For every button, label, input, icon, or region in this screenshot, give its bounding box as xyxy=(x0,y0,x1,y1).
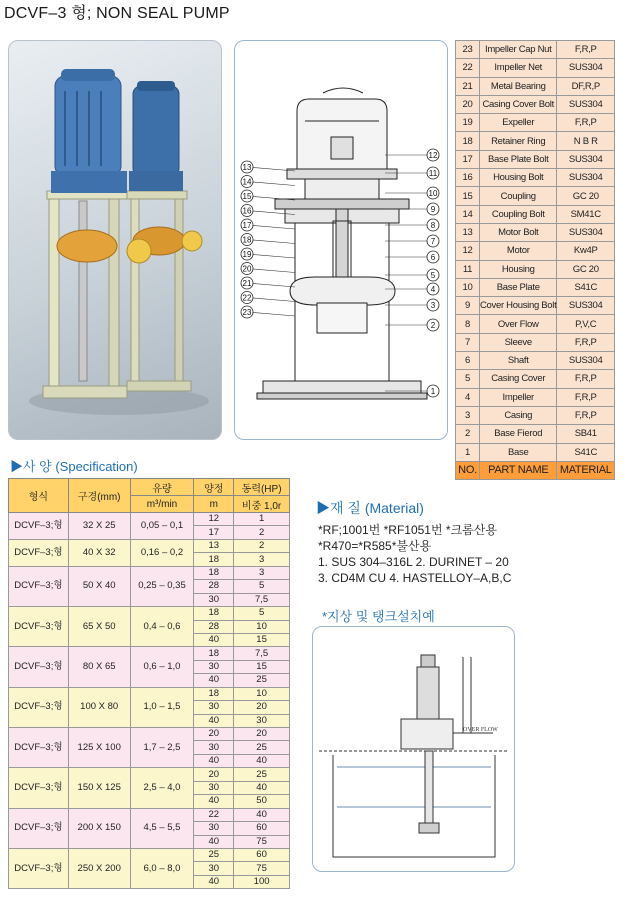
spec-power-cell: 25 xyxy=(234,674,290,687)
spec-power-cell: 10 xyxy=(234,687,290,700)
parts-row xyxy=(456,315,615,333)
spec-power-cell: 2 xyxy=(234,526,290,539)
spec-model-cell: DCVF–3;형 xyxy=(9,848,69,888)
parts-name-cell: Housing Bolt xyxy=(480,169,557,187)
parts-no-cell: 13 xyxy=(456,223,480,241)
spec-flow-cell: 0,25 – 0,35 xyxy=(130,566,194,606)
spec-model-cell: DCVF–3;형 xyxy=(9,607,69,647)
parts-material-cell: GC 20 xyxy=(557,187,615,205)
parts-no-cell: 14 xyxy=(456,205,480,223)
parts-name-cell: Base Plate xyxy=(480,278,557,296)
spec-bore-cell: 200 X 150 xyxy=(68,808,130,848)
spec-header-head-unit: m xyxy=(194,496,234,513)
parts-row xyxy=(456,41,615,59)
spec-model-cell: DCVF–3;형 xyxy=(9,768,69,808)
callout-number: 20 xyxy=(242,264,252,274)
parts-material-cell: F,R,P xyxy=(557,388,615,406)
parts-row xyxy=(456,297,615,315)
spec-model-cell: DCVF–3;형 xyxy=(9,687,69,727)
spec-head-cell: 40 xyxy=(194,835,234,848)
parts-material-cell: SB41 xyxy=(557,425,615,443)
parts-name-cell: Metal Bearing xyxy=(480,77,557,95)
spec-head-cell: 30 xyxy=(194,822,234,835)
callout-number: 10 xyxy=(428,189,438,198)
callout-number: 17 xyxy=(242,221,252,230)
spec-table xyxy=(8,478,290,889)
parts-name-cell: Motor Bolt xyxy=(480,223,557,241)
parts-row xyxy=(456,114,615,132)
parts-table xyxy=(455,40,615,480)
spec-model-cell: DCVF–3;형 xyxy=(9,647,69,687)
parts-row xyxy=(456,260,615,278)
callout-number: 18 xyxy=(242,235,252,245)
parts-material-cell: S41C xyxy=(557,278,615,296)
spec-row xyxy=(9,728,290,741)
parts-row xyxy=(456,205,615,223)
parts-name-cell: Base xyxy=(480,443,557,461)
spec-head-cell: 18 xyxy=(194,607,234,620)
parts-name-cell: Shaft xyxy=(480,352,557,370)
parts-material-cell: N B R xyxy=(557,132,615,150)
spec-power-cell: 15 xyxy=(234,633,290,646)
spec-head-cell: 18 xyxy=(194,687,234,700)
spec-header-head: 양정 xyxy=(194,479,234,496)
parts-row xyxy=(456,443,615,461)
spec-power-cell: 40 xyxy=(234,781,290,794)
spec-model-cell: DCVF–3;형 xyxy=(9,808,69,848)
callout-number: 19 xyxy=(242,250,252,259)
parts-material-cell: S41C xyxy=(557,443,615,461)
parts-name-cell: Casing Cover xyxy=(480,370,557,388)
callout-leader xyxy=(247,298,295,302)
spec-head-cell: 30 xyxy=(194,593,234,606)
callout-leader xyxy=(247,283,295,287)
parts-no-cell: 5 xyxy=(456,370,480,388)
callout-leader xyxy=(247,196,295,200)
callout-leader xyxy=(247,254,295,258)
callout-leader xyxy=(247,225,295,229)
spec-model-cell: DCVF–3;형 xyxy=(9,566,69,606)
parts-no-cell: 6 xyxy=(456,352,480,370)
parts-no-cell: 11 xyxy=(456,260,480,278)
parts-name-cell: Impeller Net xyxy=(480,59,557,77)
material-line: 3. CD4M CU 4. HASTELLOY–A,B,C xyxy=(318,571,512,585)
parts-row xyxy=(456,95,615,113)
spec-head-cell: 17 xyxy=(194,526,234,539)
spec-row xyxy=(9,647,290,660)
page-title: DCVF–3 형; NON SEAL PUMP xyxy=(4,5,230,22)
spec-flow-cell: 0,4 – 0,6 xyxy=(130,607,194,647)
spec-head-cell: 18 xyxy=(194,647,234,660)
parts-material-cell: DF,R,P xyxy=(557,77,615,95)
material-line: *RF;1001번 *RF1051번 *크롬산용 xyxy=(318,523,497,537)
spec-power-cell: 50 xyxy=(234,795,290,808)
spec-head-cell: 28 xyxy=(194,580,234,593)
spec-head-cell: 18 xyxy=(194,553,234,566)
parts-row xyxy=(456,333,615,351)
spec-head-cell: 40 xyxy=(194,714,234,727)
parts-no-cell: 15 xyxy=(456,187,480,205)
parts-header-name: PART NAME xyxy=(480,461,557,479)
spec-head-cell: 20 xyxy=(194,728,234,741)
parts-no-cell: 4 xyxy=(456,388,480,406)
parts-row xyxy=(456,150,615,168)
spec-bore-cell: 150 X 125 xyxy=(68,768,130,808)
callout-number: 6 xyxy=(430,253,436,262)
spec-bore-cell: 32 X 25 xyxy=(68,513,130,540)
spec-flow-cell: 0,6 – 1,0 xyxy=(130,647,194,687)
spec-power-cell: 25 xyxy=(234,768,290,781)
parts-row xyxy=(456,370,615,388)
parts-material-cell: SUS304 xyxy=(557,223,615,241)
callout-leader xyxy=(247,269,295,273)
parts-row xyxy=(456,406,615,424)
spec-power-cell: 60 xyxy=(234,822,290,835)
spec-head-cell: 12 xyxy=(194,513,234,526)
spec-power-cell: 40 xyxy=(234,754,290,767)
parts-material-cell: GC 20 xyxy=(557,260,615,278)
parts-material-cell: P,V,C xyxy=(557,315,615,333)
parts-row xyxy=(456,278,615,296)
spec-power-cell: 5 xyxy=(234,607,290,620)
spec-head-cell: 18 xyxy=(194,566,234,579)
parts-name-cell: Casing xyxy=(480,406,557,424)
spec-header-power-unit: 비중 1,0r xyxy=(234,496,290,513)
spec-flow-cell: 0,16 – 0,2 xyxy=(130,539,194,566)
spec-bore-cell: 125 X 100 xyxy=(68,728,130,768)
parts-material-cell: F,R,P xyxy=(557,370,615,388)
parts-name-cell: Housing xyxy=(480,260,557,278)
parts-name-cell: Coupling Bolt xyxy=(480,205,557,223)
spec-row xyxy=(9,768,290,781)
spec-power-cell: 7,5 xyxy=(234,593,290,606)
parts-no-cell: 2 xyxy=(456,425,480,443)
spec-bore-cell: 50 X 40 xyxy=(68,566,130,606)
callout-leader xyxy=(247,182,295,186)
parts-no-cell: 1 xyxy=(456,443,480,461)
callout-number: 11 xyxy=(428,169,438,178)
overflow-label: OVER FLOW xyxy=(463,727,498,733)
spec-head-cell: 30 xyxy=(194,862,234,875)
parts-row xyxy=(456,425,615,443)
parts-material-cell: F,R,P xyxy=(557,41,615,59)
parts-material-cell: Kw4P xyxy=(557,242,615,260)
parts-no-cell: 7 xyxy=(456,333,480,351)
parts-no-cell: 8 xyxy=(456,315,480,333)
parts-name-cell: Retainer Ring xyxy=(480,132,557,150)
callout-number: 14 xyxy=(242,177,252,187)
parts-no-cell: 21 xyxy=(456,77,480,95)
callout-number: 15 xyxy=(242,192,252,201)
spec-head-cell: 40 xyxy=(194,674,234,687)
parts-material-cell: SUS304 xyxy=(557,95,615,113)
material-title: ▶재 질 (Material) xyxy=(316,500,424,516)
parts-no-cell: 9 xyxy=(456,297,480,315)
parts-name-cell: Over Flow xyxy=(480,315,557,333)
spec-power-cell: 3 xyxy=(234,553,290,566)
callout-number: 9 xyxy=(430,205,436,214)
spec-head-cell: 30 xyxy=(194,741,234,754)
callout-leader xyxy=(247,240,295,244)
spec-head-cell: 20 xyxy=(194,768,234,781)
parts-name-cell: Base Plate Bolt xyxy=(480,150,557,168)
callout-number: 5 xyxy=(430,271,436,280)
callout-number: 21 xyxy=(242,279,252,288)
parts-material-cell: SUS304 xyxy=(557,169,615,187)
installation-diagram xyxy=(312,626,515,872)
spec-power-cell: 2 xyxy=(234,539,290,552)
spec-flow-cell: 4,5 – 5,5 xyxy=(130,808,194,848)
spec-head-cell: 30 xyxy=(194,781,234,794)
spec-header-bore: 구경(mm) xyxy=(68,479,130,513)
spec-flow-cell: 1,7 – 2,5 xyxy=(130,728,194,768)
spec-row xyxy=(9,539,290,552)
spec-model-cell: DCVF–3;형 xyxy=(9,513,69,540)
parts-row xyxy=(456,169,615,187)
parts-name-cell: Impeller xyxy=(480,388,557,406)
installation-svg xyxy=(313,627,516,873)
parts-name-cell: Expeller xyxy=(480,114,557,132)
spec-header-power: 동력(HP) xyxy=(234,479,290,496)
spec-header-flow: 유량 xyxy=(130,479,194,496)
parts-no-cell: 16 xyxy=(456,169,480,187)
pump-photo xyxy=(8,40,222,440)
parts-row xyxy=(456,77,615,95)
callout-number: 8 xyxy=(430,221,436,230)
spec-row xyxy=(9,848,290,861)
spec-power-cell: 60 xyxy=(234,848,290,861)
callout-number: 12 xyxy=(428,151,438,160)
spec-header-flow-unit: m³/min xyxy=(130,496,194,513)
parts-row xyxy=(456,352,615,370)
parts-name-cell: Cover Housing Bolt xyxy=(480,297,557,315)
parts-name-cell: Sleeve xyxy=(480,333,557,351)
spec-row xyxy=(9,687,290,700)
spec-model-cell: DCVF–3;형 xyxy=(9,539,69,566)
parts-material-cell: SM41C xyxy=(557,205,615,223)
spec-bore-cell: 250 X 200 xyxy=(68,848,130,888)
parts-name-cell: Coupling xyxy=(480,187,557,205)
spec-header-model: 형식 xyxy=(9,479,69,513)
parts-row xyxy=(456,59,615,77)
parts-header-material: MATERIAL xyxy=(557,461,615,479)
material-line: 1. SUS 304–316L 2. DURINET – 20 xyxy=(318,555,509,569)
parts-no-cell: 23 xyxy=(456,41,480,59)
parts-no-cell: 20 xyxy=(456,95,480,113)
callout-number: 16 xyxy=(242,206,252,216)
spec-flow-cell: 2,5 – 4,0 xyxy=(130,768,194,808)
spec-power-cell: 1 xyxy=(234,513,290,526)
parts-no-cell: 12 xyxy=(456,242,480,260)
spec-flow-cell: 1,0 – 1,5 xyxy=(130,687,194,727)
spec-head-cell: 28 xyxy=(194,620,234,633)
spec-head-cell: 40 xyxy=(194,754,234,767)
callout-leader xyxy=(247,312,295,316)
callout-number: 4 xyxy=(430,285,436,294)
spec-head-cell: 22 xyxy=(194,808,234,821)
parts-material-cell: SUS304 xyxy=(557,150,615,168)
spec-head-cell: 40 xyxy=(194,633,234,646)
spec-head-cell: 40 xyxy=(194,795,234,808)
spec-power-cell: 40 xyxy=(234,808,290,821)
install-title: *지상 및 탱크설치예 xyxy=(322,609,435,624)
material-list xyxy=(318,522,511,586)
parts-material-cell: F,R,P xyxy=(557,114,615,132)
parts-name-cell: Base Fierod xyxy=(480,425,557,443)
spec-head-cell: 40 xyxy=(194,875,234,888)
spec-power-cell: 10 xyxy=(234,620,290,633)
parts-material-cell: F,R,P xyxy=(557,333,615,351)
parts-row xyxy=(456,132,615,150)
parts-no-cell: 19 xyxy=(456,114,480,132)
parts-row xyxy=(456,242,615,260)
parts-no-cell: 17 xyxy=(456,150,480,168)
spec-power-cell: 30 xyxy=(234,714,290,727)
parts-header-row xyxy=(456,461,615,479)
pump-photo-illustration xyxy=(9,41,222,440)
callout-number: 3 xyxy=(430,301,436,310)
spec-power-cell: 100 xyxy=(234,875,290,888)
spec-power-cell: 3 xyxy=(234,566,290,579)
callout-number: 13 xyxy=(242,163,252,172)
parts-material-cell: SUS304 xyxy=(557,352,615,370)
spec-power-cell: 5 xyxy=(234,580,290,593)
parts-no-cell: 18 xyxy=(456,132,480,150)
spec-flow-cell: 6,0 – 8,0 xyxy=(130,848,194,888)
parts-name-cell: Impeller Cap Nut xyxy=(480,41,557,59)
spec-model-cell: DCVF–3;형 xyxy=(9,728,69,768)
spec-row xyxy=(9,808,290,821)
spec-head-cell: 30 xyxy=(194,660,234,673)
callout-number: 2 xyxy=(430,321,436,330)
spec-row xyxy=(9,566,290,579)
parts-material-cell: SUS304 xyxy=(557,297,615,315)
spec-power-cell: 75 xyxy=(234,835,290,848)
spec-title: ▶사 양 (Specification) xyxy=(10,459,138,474)
callout-number: 1 xyxy=(430,387,436,396)
cross-section-svg xyxy=(235,41,449,441)
parts-header-no: NO. xyxy=(456,461,480,479)
spec-bore-cell: 40 X 32 xyxy=(68,539,130,566)
spec-head-cell: 13 xyxy=(194,539,234,552)
parts-row xyxy=(456,187,615,205)
spec-power-cell: 7,5 xyxy=(234,647,290,660)
parts-no-cell: 3 xyxy=(456,406,480,424)
parts-no-cell: 10 xyxy=(456,278,480,296)
pump-cross-section-drawing xyxy=(234,40,448,440)
callout-number: 23 xyxy=(242,308,252,317)
parts-row xyxy=(456,223,615,241)
parts-material-cell: SUS304 xyxy=(557,59,615,77)
callout-number: 7 xyxy=(430,237,436,246)
parts-name-cell: Motor xyxy=(480,242,557,260)
spec-flow-cell: 0,05 – 0,1 xyxy=(130,513,194,540)
spec-head-cell: 25 xyxy=(194,848,234,861)
spec-bore-cell: 65 X 50 xyxy=(68,607,130,647)
spec-power-cell: 75 xyxy=(234,862,290,875)
parts-row xyxy=(456,388,615,406)
spec-power-cell: 15 xyxy=(234,660,290,673)
spec-power-cell: 20 xyxy=(234,701,290,714)
spec-row xyxy=(9,607,290,620)
parts-name-cell: Casing Cover Bolt xyxy=(480,95,557,113)
spec-bore-cell: 100 X 80 xyxy=(68,687,130,727)
spec-power-cell: 25 xyxy=(234,741,290,754)
material-line: *R470=*R585*불산용 xyxy=(318,539,432,553)
spec-power-cell: 20 xyxy=(234,728,290,741)
spec-bore-cell: 80 X 65 xyxy=(68,647,130,687)
spec-row xyxy=(9,513,290,526)
spec-head-cell: 30 xyxy=(194,701,234,714)
parts-no-cell: 22 xyxy=(456,59,480,77)
parts-material-cell: F,R,P xyxy=(557,406,615,424)
callout-number: 22 xyxy=(242,293,252,303)
